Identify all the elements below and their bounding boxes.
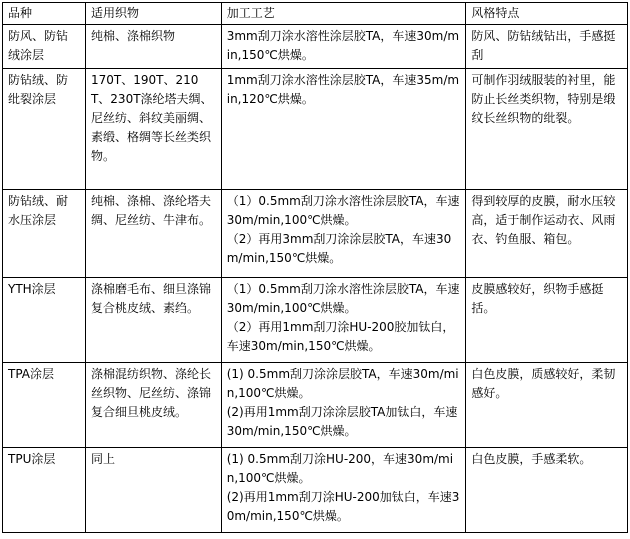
cell-fabric: 170T、190T、210T、230T涤纶塔夫绸、尼丝纺、斜纹美丽绸、素缎、格绸等长丝类织物。 [85, 69, 221, 190]
process-step: (1) 0.5mm刮刀涂涂层胶TA，车速30m/min,100℃烘燥。 [226, 367, 459, 400]
cell-product: TPU涂层 [3, 448, 86, 533]
process-step: (1) 0.5mm刮刀涂HU-200，车速30m/min,100℃烘燥。 [226, 452, 454, 485]
process-step: （1）0.5mm刮刀涂水溶性涂层胶TA，车速30m/min,100℃烘燥。 [226, 194, 460, 227]
header-feature: 风格特点 [466, 3, 628, 25]
cell-feature: 白色皮膜，质感较好，柔韧感好。 [466, 363, 628, 448]
coating-spec-table [2, 2, 628, 533]
cell-fabric: 同上 [85, 448, 221, 533]
cell-fabric: 涤棉混纺织物、涤纶长丝织物、尼丝纺、涤锦复合细旦桃皮绒。 [85, 363, 221, 448]
header-row [3, 3, 628, 25]
cell-feature: 防风、防钻绒钻出，手感挺刮 [466, 25, 628, 69]
cell-fabric: 涤棉磨毛布、细旦涤锦复合桃皮绒、素绉。 [85, 278, 221, 363]
header-product: 品种 [3, 3, 86, 25]
table-row [3, 448, 628, 533]
cell-process [221, 190, 466, 278]
cell-product: YTH涂层 [3, 278, 86, 363]
process-step: (2)再用1mm刮刀涂HU-200加钛白，车速30m/min,150℃烘燥。 [226, 490, 460, 523]
process-step: （2）再用1mm刮刀涂HU-200胶加钛白，车速30m/min,150℃烘燥。 [226, 320, 455, 353]
header-process: 加工工艺 [221, 3, 466, 25]
cell-product: 防风、防钻绒涂层 [3, 25, 86, 69]
header-fabric: 适用织物 [85, 3, 221, 25]
cell-product: 防钻绒、耐水压涂层 [3, 190, 86, 278]
cell-process [221, 278, 466, 363]
table-row [3, 363, 628, 448]
process-step: （1）0.5mm刮刀涂水溶性涂层胶TA，车速30m/min,100℃烘燥。 [226, 282, 460, 315]
table-row [3, 25, 628, 69]
cell-product: TPA涂层 [3, 363, 86, 448]
cell-feature: 皮膜感较好，织物手感挺括。 [466, 278, 628, 363]
cell-fabric: 纯棉、涤棉织物 [85, 25, 221, 69]
cell-feature: 得到较厚的皮膜，耐水压较高，适于制作运动衣、风雨衣、钓鱼服、箱包。 [466, 190, 628, 278]
process-step: 1mm刮刀涂水溶性涂层胶TA，车速35m/min,120℃烘燥。 [226, 73, 460, 106]
table-row [3, 278, 628, 363]
cell-fabric: 纯棉、涤棉、涤纶塔夫绸、尼丝纺、牛津布。 [85, 190, 221, 278]
table-row [3, 69, 628, 190]
cell-process [221, 25, 466, 69]
cell-process [221, 448, 466, 533]
process-step: (2)再用1mm刮刀涂涂层胶TA加钛白，车速30m/min,150℃烘燥。 [226, 405, 458, 438]
cell-process [221, 69, 466, 190]
cell-feature: 白色皮膜，手感柔软。 [466, 448, 628, 533]
cell-process [221, 363, 466, 448]
process-step: （2）再用3mm刮刀涂涂层胶TA，车速30m/min,150℃烘燥。 [226, 232, 452, 265]
table-row [3, 190, 628, 278]
cell-feature: 可制作羽绒服装的衬里，能防止长丝类织物，特别是缎纹长丝织物的纰裂。 [466, 69, 628, 190]
process-step: 3mm刮刀涂水溶性涂层胶TA，车速30m/min,150℃烘燥。 [226, 29, 460, 62]
cell-product: 防钻绒、防纰裂涂层 [3, 69, 86, 190]
